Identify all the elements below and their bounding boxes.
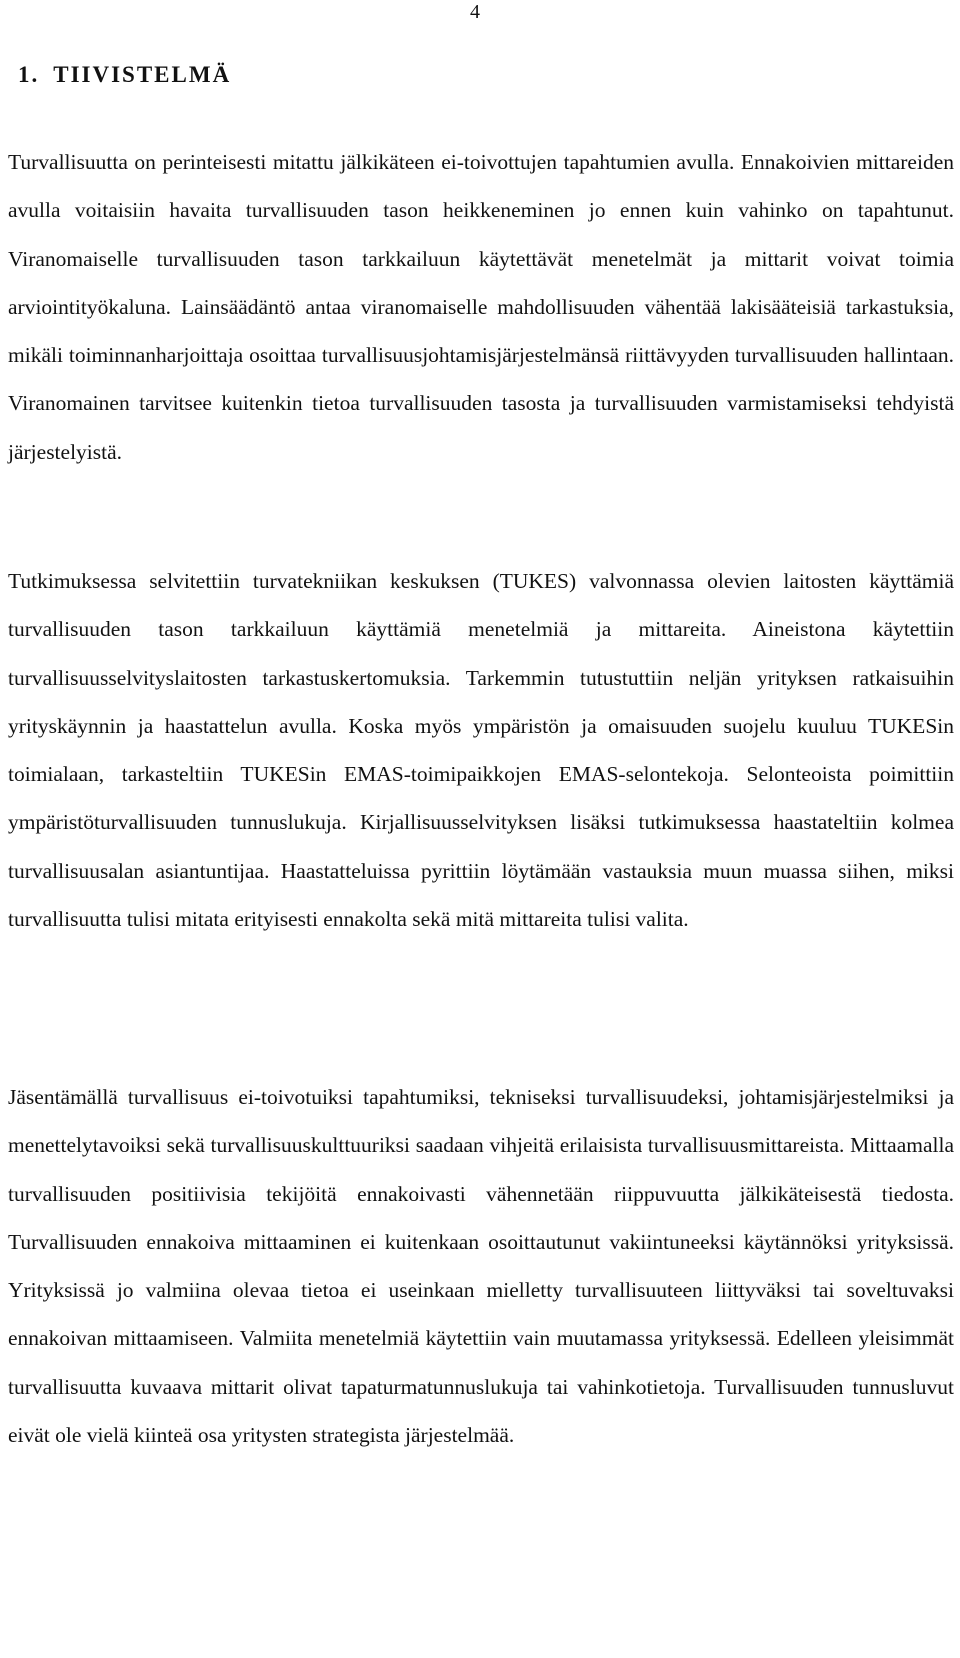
section-heading: [18, 60, 231, 90]
section-number: 1.: [18, 62, 40, 87]
summary-paragraph-1: Turvallisuutta on perinteisesti mitattu jälkikäteen ei-toivottujen tapahtumien avulla. Ennakoivien mittareiden avulla voitaisiin havaita turvallisuuden tason heikkeneminen jo ennen kuin vahinko on tapahtunut. Viranomaiselle turvallisuuden tason tarkkailuun käytettävät menetelmät ja mittarit voivat toimia arviointityökaluna. Lainsäädäntö antaa viranomaiselle mahdollisuuden vähentää lakisääteisiä tarkastuksia, mikäli toiminnanharjoittaja osoittaa turvallisuusjohtamisjärjestelmänsä riittävyyden turvallisuuden hallintaan. Viranomainen tarvitsee kuitenkin tietoa turvallisuuden tasosta ja turvallisuuden varmistamiseksi tehdyistä järjestelyistä.: [8, 150, 954, 464]
page-number: 4: [470, 1, 480, 23]
section-title: TIIVISTELMÄ: [53, 62, 232, 87]
summary-paragraph-2: Tutkimuksessa selvitettiin turvatekniikan keskuksen (TUKES) valvonnassa olevien laitosten käyttämiä turvallisuuden tason tarkkailuun käyttämiä menetelmiä ja mittareita. Aineistona käytettiin turvallisuusselvityslaitosten tarkastuskertomuksia. Tarkemmin tutustuttiin neljän yrityksen ratkaisuihin yrityskäynnin ja haastattelun avulla. Koska myös ympäristön ja omaisuuden suojelu kuuluu TUKESin toimialaan, tarkasteltiin TUKESin EMAS-toimipaikkojen EMAS-selontekoja. Selonteoista poimittiin ympäristöturvallisuuden tunnuslukuja. Kirjallisuusselvityksen lisäksi tutkimuksessa haastateltiin kolmea turvallisuusalan asiantuntijaa. Haastatteluissa pyrittiin löytämään vastauksia muun muassa siihen, miksi turvallisuutta tulisi mitata erityisesti ennakolta sekä mitä mittareita tulisi valita.: [8, 569, 954, 932]
summary-paragraph-3: Jäsentämällä turvallisuus ei-toivotuiksi tapahtumiksi, tekniseksi turvallisuudeksi, johtamisjärjestelmiksi ja menettelytavoiksi sekä turvallisuuskulttuuriksi saadaan vihjeitä erilaisista turvallisuusmittareista. Mittaamalla turvallisuuden positiivisia tekijöitä ennakoivasti vähennetään riippuvuutta jälkikäteisestä tiedosta. Turvallisuuden ennakoiva mittaaminen ei kuitenkaan osoittautunut vakiintuneeksi käytännöksi yrityksissä. Yrityksissä jo valmiina olevaa tietoa ei useinkaan mielletty turvallisuuteen liittyväksi tai soveltuvaksi ennakoivan mittaamiseen. Valmiita menetelmiä käytettiin vain muutamassa yrityksessä. Edelleen yleisimmät turvallisuutta kuvaava mittarit olivat tapaturmatunnuslukuja tai vahinkotietoja. Turvallisuuden tunnusluvut eivät ole vielä kiinteä osa yritysten strategista järjestelmää.: [8, 1085, 954, 1448]
